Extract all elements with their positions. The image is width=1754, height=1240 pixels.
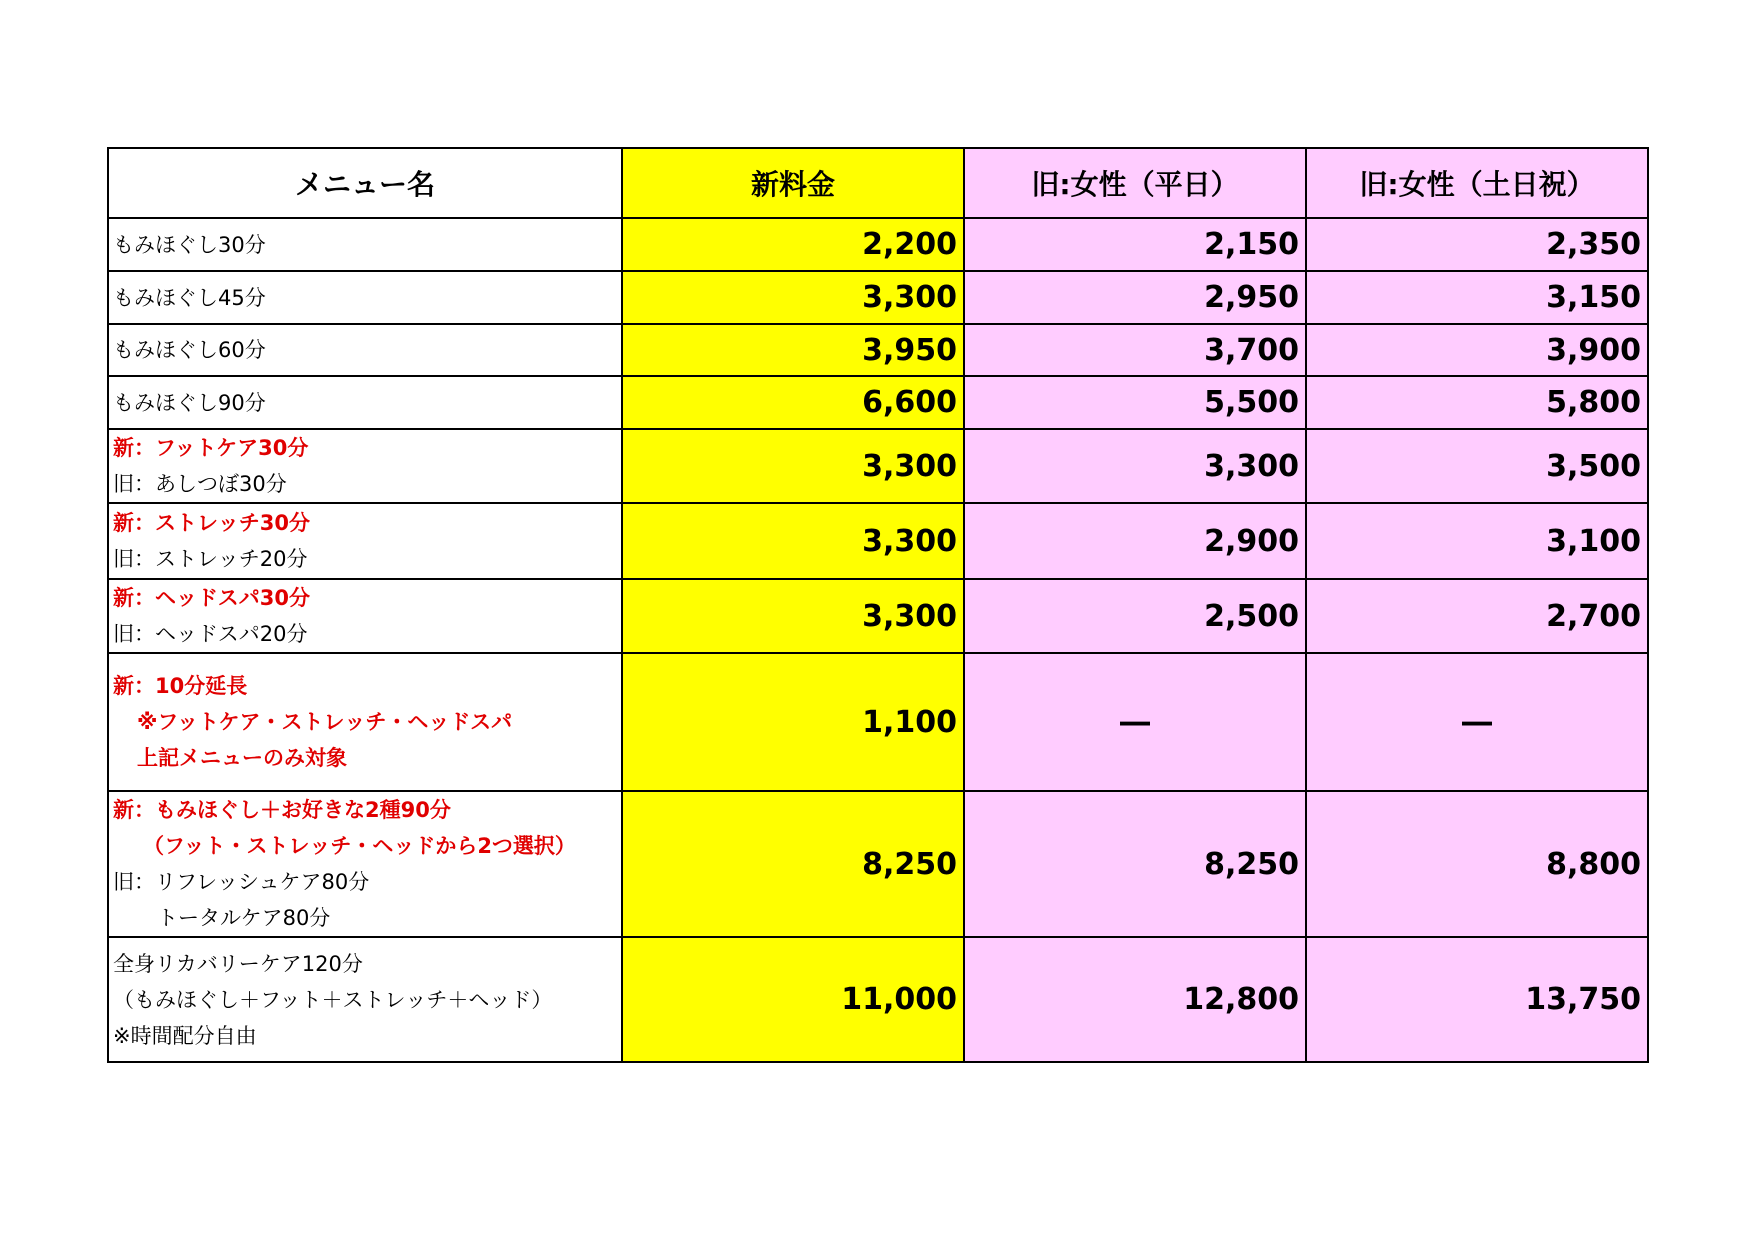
new-price-cell: 6,600 [622, 376, 964, 429]
old-weekend-price-cell: 2,350 [1306, 218, 1648, 271]
table-row [108, 218, 1648, 271]
table-row [108, 653, 1648, 791]
menu-label: もみほぐし90分 [113, 390, 266, 415]
price-table [107, 147, 1649, 1063]
table-row [108, 937, 1648, 1062]
old-weekend-price-cell: 3,100 [1306, 503, 1648, 579]
table-row [108, 376, 1648, 429]
new-menu-label: 新：ストレッチ30分 [113, 511, 311, 535]
old-weekday-price-cell: 2,500 [964, 579, 1306, 653]
menu-name-cell [108, 376, 622, 429]
menu-name-cell [108, 324, 622, 376]
new-price-cell: 1,100 [622, 653, 964, 791]
new-price-cell: 11,000 [622, 937, 964, 1062]
table-row [108, 579, 1648, 653]
old-weekend-price-cell: ― [1306, 653, 1648, 791]
new-price-cell: 3,950 [622, 324, 964, 376]
old-weekend-price-cell: 5,800 [1306, 376, 1648, 429]
new-menu-label: 新：10分延長 [113, 674, 248, 698]
menu-name-cell [108, 791, 622, 937]
price-table-body [108, 218, 1648, 1062]
menu-label: 全身リカバリーケア120分 [113, 951, 363, 976]
menu-label: トータルケア80分 [157, 906, 331, 930]
menu-name-cell [108, 218, 622, 271]
table-row [108, 324, 1648, 376]
menu-label: もみほぐし30分 [113, 232, 266, 257]
header-new-price: 新料金 [622, 148, 964, 218]
old-weekday-price-cell: 2,900 [964, 503, 1306, 579]
table-row [108, 429, 1648, 503]
menu-name-cell [108, 271, 622, 324]
new-menu-label: ※フットケア・ストレッチ・ヘッドスパ [137, 710, 513, 734]
new-price-cell: 3,300 [622, 503, 964, 579]
menu-label: 旧：リフレッシュケア80分 [113, 870, 370, 894]
new-price-cell: 3,300 [622, 271, 964, 324]
menu-label: （もみほぐし＋フット＋ストレッチ＋ヘッド） [113, 987, 553, 1012]
old-weekend-price-cell: 3,900 [1306, 324, 1648, 376]
menu-label: 旧：ストレッチ20分 [113, 547, 308, 571]
table-row [108, 271, 1648, 324]
old-weekend-price-cell: 3,150 [1306, 271, 1648, 324]
table-row [108, 503, 1648, 579]
menu-name-cell [108, 937, 622, 1062]
header-row [108, 148, 1648, 218]
menu-label: ※時間配分自由 [113, 1023, 257, 1048]
old-weekday-price-cell: ― [964, 653, 1306, 791]
old-weekday-price-cell: 3,300 [964, 429, 1306, 503]
header-old-weekend: 旧:女性（土日祝） [1306, 148, 1648, 218]
new-price-cell: 2,200 [622, 218, 964, 271]
old-weekend-price-cell: 3,500 [1306, 429, 1648, 503]
old-weekend-price-cell: 8,800 [1306, 791, 1648, 937]
old-weekday-price-cell: 3,700 [964, 324, 1306, 376]
menu-name-cell [108, 653, 622, 791]
old-weekend-price-cell: 13,750 [1306, 937, 1648, 1062]
new-menu-label: 新：ヘッドスパ30分 [113, 586, 311, 610]
menu-label: もみほぐし60分 [113, 338, 266, 362]
menu-label: もみほぐし45分 [113, 285, 266, 310]
old-weekday-price-cell: 2,150 [964, 218, 1306, 271]
new-menu-label: 新：フットケア30分 [113, 436, 309, 460]
new-price-cell: 3,300 [622, 429, 964, 503]
old-weekday-price-cell: 12,800 [964, 937, 1306, 1062]
new-menu-label: 新：もみほぐし＋お好きな2種90分 [113, 798, 451, 822]
menu-name-cell [108, 503, 622, 579]
old-weekday-price-cell: 8,250 [964, 791, 1306, 937]
old-weekend-price-cell: 2,700 [1306, 579, 1648, 653]
menu-name-cell [108, 429, 622, 503]
new-menu-label: （フット・ストレッチ・ヘッドから2つ選択） [143, 834, 576, 858]
header-old-weekday: 旧:女性（平日） [964, 148, 1306, 218]
menu-label: 旧：あしつぼ30分 [113, 472, 287, 496]
old-weekday-price-cell: 2,950 [964, 271, 1306, 324]
new-price-cell: 8,250 [622, 791, 964, 937]
table-row [108, 791, 1648, 937]
menu-label: 旧：ヘッドスパ20分 [113, 622, 308, 646]
menu-name-cell [108, 579, 622, 653]
old-weekday-price-cell: 5,500 [964, 376, 1306, 429]
header-menu-name: メニュー名 [108, 148, 622, 218]
new-price-cell: 3,300 [622, 579, 964, 653]
new-menu-label: 上記メニューのみ対象 [137, 746, 347, 770]
